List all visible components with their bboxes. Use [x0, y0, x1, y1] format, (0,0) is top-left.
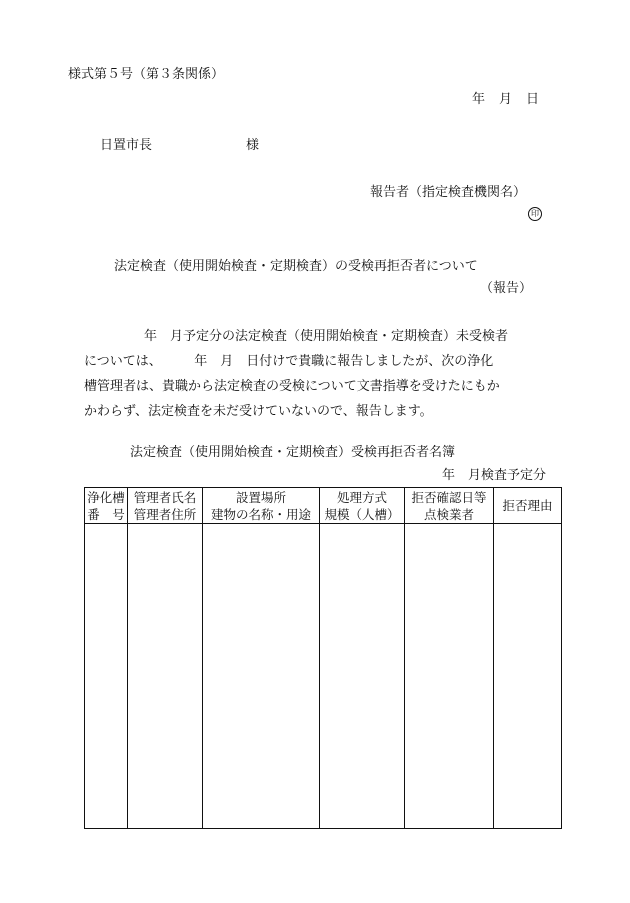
reporter-label: 報告者（指定検査機関名）: [370, 185, 527, 200]
subject-title: 法定検査（使用開始検査・定期検査）の受検再拒否者について: [114, 259, 478, 274]
column-header-treatment: 処理方式 規模（人槽）: [320, 488, 405, 524]
form-number: 様式第５号（第３条関係）: [68, 67, 225, 82]
table-cell[interactable]: [203, 524, 320, 829]
body-line: については、 年 月 日付けで貴職に報告しましたが、次の浄化: [84, 354, 494, 369]
column-header-refusal-reason: 拒否理由: [494, 488, 562, 524]
body-line: 槽管理者は、貴職から法定検査の受検について文書指導を受けたにもか: [84, 379, 500, 394]
column-header-refusal-date: 拒否確認日等 点検業者: [405, 488, 494, 524]
body-line: かわらず、法定検査を未だ受けていないので、報告します。: [84, 404, 433, 419]
list-title: 法定検査（使用開始検査・定期検査）受検再拒否者名簿: [130, 445, 456, 460]
addressee-honorific: 様: [246, 138, 260, 153]
subject-suffix: （報告）: [480, 281, 533, 296]
table-cell[interactable]: [85, 524, 128, 829]
refusal-roster-table: [84, 487, 562, 829]
table-cell[interactable]: [494, 524, 562, 829]
body-line: 年 月予定分の法定検査（使用開始検査・定期検査）未受検者: [144, 329, 509, 344]
addressee: [100, 137, 259, 155]
date-year-label: 年: [472, 92, 486, 107]
schedule-label: 年 月検査予定分: [442, 468, 547, 483]
date-line: [472, 91, 553, 109]
table-row: [85, 524, 562, 829]
column-header-tank-number: 浄化槽 番 号: [85, 488, 128, 524]
seal-icon: 印: [528, 207, 542, 221]
column-header-manager: 管理者氏名 管理者住所: [128, 488, 203, 524]
date-month-label: 月: [499, 92, 513, 107]
table-cell[interactable]: [128, 524, 203, 829]
table-header-row: [85, 488, 562, 524]
addressee-name: 日置市長: [100, 138, 153, 153]
report-body: [84, 324, 574, 424]
date-day-label: 日: [526, 92, 540, 107]
table-cell[interactable]: [320, 524, 405, 829]
table-cell[interactable]: [405, 524, 494, 829]
column-header-location: 設置場所 建物の名称・用途: [203, 488, 320, 524]
